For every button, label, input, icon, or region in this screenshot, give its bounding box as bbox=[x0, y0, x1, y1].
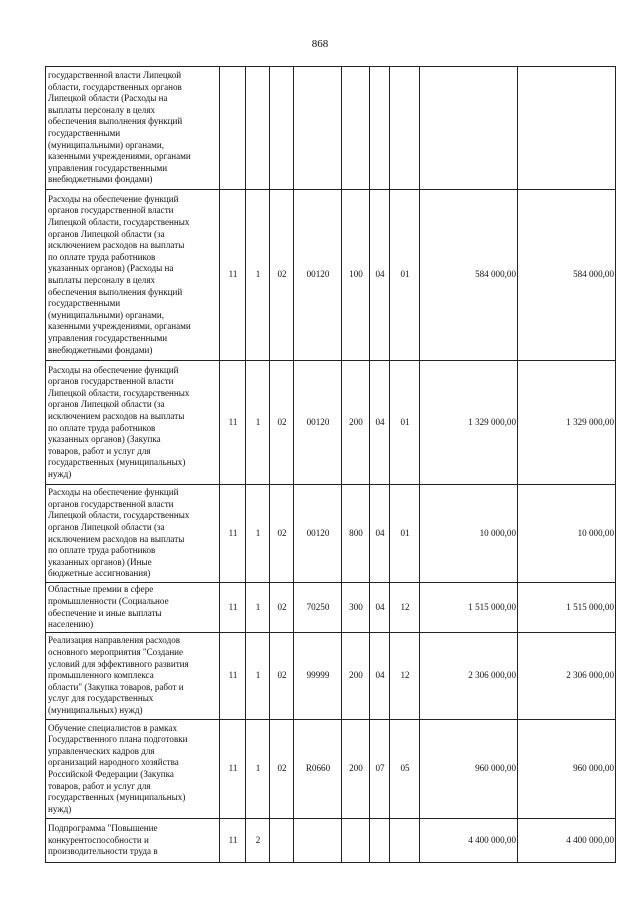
amount-cell: 1 515 000,00 bbox=[420, 583, 518, 633]
expense-name-line: исключением расходов на выплаты bbox=[48, 533, 185, 544]
amount-cell: 1 329 000,00 bbox=[420, 361, 518, 485]
expense-name-line: по оплате труда работников bbox=[48, 251, 156, 262]
expense-name-cell bbox=[46, 361, 220, 485]
expense-name-line: внебюджетными фондами) bbox=[48, 174, 153, 185]
amount-cell bbox=[420, 67, 518, 190]
main-activity-cell bbox=[270, 819, 294, 863]
section-cell: 04 bbox=[370, 190, 390, 361]
subprogram-cell: 1 bbox=[246, 361, 270, 485]
expense-name-line: по оплате труда работников bbox=[48, 422, 156, 433]
expense-name-line: Реализация направления расходов bbox=[48, 635, 181, 646]
subsection-cell: 12 bbox=[390, 633, 420, 720]
main-activity-cell: 02 bbox=[270, 485, 294, 583]
expense-type-cell: 200 bbox=[342, 633, 370, 720]
page-number: 868 bbox=[311, 38, 329, 50]
expense-name-cell bbox=[46, 720, 220, 819]
expense-name-line: Липецкой области (Расходы на bbox=[48, 93, 168, 104]
expense-name-cell bbox=[46, 190, 220, 361]
amount-cell-2 bbox=[518, 67, 616, 190]
expense-type-cell: 200 bbox=[342, 361, 370, 485]
amount-cell-2: 960 000,00 bbox=[518, 720, 616, 819]
expense-name-line: указанных органов) (Закупка bbox=[48, 434, 161, 445]
expense-name-line: управления государственными bbox=[48, 332, 168, 343]
subsection-cell bbox=[390, 67, 420, 190]
expense-name-line: внебюджетными фондами) bbox=[48, 344, 153, 355]
expense-name-line: исключением расходов на выплаты bbox=[48, 410, 185, 421]
amount-cell-2: 2 306 000,00 bbox=[518, 633, 616, 720]
main-activity-cell: 02 bbox=[270, 583, 294, 633]
section-cell: 04 bbox=[370, 633, 390, 720]
expense-name-line: организаций народного хозяйства bbox=[48, 757, 179, 768]
expense-name-line: области, государственных органов bbox=[48, 81, 182, 92]
expense-name-line: Расходы на обеспечение функций bbox=[48, 193, 179, 204]
gr-cell: 11 bbox=[220, 583, 246, 633]
direction-code-cell bbox=[294, 819, 342, 863]
expense-name-line: органов государственной власти bbox=[48, 376, 174, 387]
expense-name-line: управленческих кадров для bbox=[48, 745, 155, 756]
expense-name-line: по оплате труда работников bbox=[48, 545, 156, 556]
expense-type-cell bbox=[342, 819, 370, 863]
expense-name-line: услуг для государственных bbox=[48, 693, 154, 704]
table-row bbox=[46, 361, 616, 485]
amount-cell: 4 400 000,00 bbox=[420, 819, 518, 863]
gr-cell: 11 bbox=[220, 633, 246, 720]
expense-name-line: области" (Закупка товаров, работ и bbox=[48, 681, 184, 692]
expense-name-line: указанных органов) (Расходы на bbox=[48, 263, 174, 274]
subprogram-cell: 1 bbox=[246, 485, 270, 583]
expense-name-line: Государственного плана подготовки bbox=[48, 734, 188, 745]
expense-name-line: условий для эффективного развития bbox=[48, 658, 189, 669]
expense-type-cell: 100 bbox=[342, 190, 370, 361]
expense-name-line: выплаты персоналу в целях bbox=[48, 104, 156, 115]
direction-code-cell bbox=[294, 67, 342, 190]
expense-name-line: Расходы на обеспечение функций bbox=[48, 364, 179, 375]
table-row bbox=[46, 633, 616, 720]
table-row bbox=[46, 819, 616, 863]
subsection-cell: 01 bbox=[390, 361, 420, 485]
expense-name-line: государственной власти Липецкой bbox=[48, 70, 182, 81]
expense-name-line: указанных органов) (Иные bbox=[48, 556, 152, 567]
expense-name-line: государственными bbox=[48, 128, 121, 138]
amount-cell: 584 000,00 bbox=[420, 190, 518, 361]
direction-code-cell: 99999 bbox=[294, 633, 342, 720]
amount-cell-2: 10 000,00 bbox=[518, 485, 616, 583]
table-row bbox=[46, 485, 616, 583]
amount-cell-2: 1 515 000,00 bbox=[518, 583, 616, 633]
direction-code-cell: 00120 bbox=[294, 485, 342, 583]
subsection-cell: 01 bbox=[390, 485, 420, 583]
expense-name-line: промышленного комплекса bbox=[48, 670, 154, 681]
subprogram-cell: 1 bbox=[246, 633, 270, 720]
section-cell: 07 bbox=[370, 720, 390, 819]
expense-name-line: органов государственной власти bbox=[48, 498, 174, 509]
expense-name-line: Липецкой области, государственных bbox=[48, 510, 190, 521]
main-activity-cell: 02 bbox=[270, 190, 294, 361]
expense-name-line: бюджетные ассигнования) bbox=[48, 568, 151, 579]
section-cell bbox=[370, 67, 390, 190]
amount-cell-2: 584 000,00 bbox=[518, 190, 616, 361]
expense-name-cell bbox=[46, 485, 220, 583]
expense-name-line: Обучение специалистов в рамках bbox=[48, 722, 178, 733]
expense-name-cell bbox=[46, 633, 220, 720]
section-cell: 04 bbox=[370, 485, 390, 583]
expense-type-cell bbox=[342, 67, 370, 190]
expense-name-line: производительности труда в bbox=[48, 846, 158, 857]
direction-code-cell: R0660 bbox=[294, 720, 342, 819]
direction-code-cell: 00120 bbox=[294, 361, 342, 485]
table-row bbox=[46, 190, 616, 361]
amount-cell-2: 1 329 000,00 bbox=[518, 361, 616, 485]
section-cell bbox=[370, 819, 390, 863]
expense-name-line: основного мероприятия "Создание bbox=[48, 647, 184, 658]
expense-type-cell: 200 bbox=[342, 720, 370, 819]
expense-name-line: промышленности (Социальное bbox=[48, 595, 169, 606]
amount-cell: 960 000,00 bbox=[420, 720, 518, 819]
expense-name-line: нужд) bbox=[48, 468, 72, 479]
expense-name-line: Подпрограмма "Повышение bbox=[48, 823, 158, 834]
expense-name-line: выплаты персоналу в целях bbox=[48, 275, 156, 285]
subsection-cell: 12 bbox=[390, 583, 420, 633]
expense-name-cell bbox=[46, 583, 220, 633]
expense-name-cell bbox=[46, 67, 220, 190]
subprogram-cell: 1 bbox=[246, 720, 270, 819]
expense-name-line: Липецкой области, государственных bbox=[48, 217, 190, 228]
expense-name-line: обеспечение и иные выплаты bbox=[48, 607, 162, 618]
expense-name-line: нужд) bbox=[48, 803, 72, 814]
expense-name-line: товаров, работ и услуг для bbox=[48, 780, 151, 791]
expense-name-line: органов Липецкой области (за bbox=[48, 228, 165, 239]
main-activity-cell: 02 bbox=[270, 633, 294, 720]
expense-name-line: обеспечения выполнения функций bbox=[48, 116, 183, 127]
gr-cell: 11 bbox=[220, 485, 246, 583]
main-activity-cell bbox=[270, 67, 294, 190]
amount-cell: 10 000,00 bbox=[420, 485, 518, 583]
subprogram-cell: 2 bbox=[246, 819, 270, 863]
expense-name-line: обеспечения выполнения функций bbox=[48, 286, 183, 297]
table-row bbox=[46, 720, 616, 819]
expense-name-line: Областные премии в сфере bbox=[48, 584, 154, 595]
subprogram-cell bbox=[246, 67, 270, 190]
direction-code-cell: 70250 bbox=[294, 583, 342, 633]
main-activity-cell: 02 bbox=[270, 361, 294, 485]
table-row bbox=[46, 583, 616, 633]
expense-name-line: (муниципальных) нужд) bbox=[48, 704, 143, 715]
budget-table bbox=[45, 66, 616, 863]
expense-name-line: населению) bbox=[48, 619, 94, 630]
subsection-cell: 01 bbox=[390, 190, 420, 361]
gr-cell bbox=[220, 67, 246, 190]
expense-type-cell: 300 bbox=[342, 583, 370, 633]
gr-cell: 11 bbox=[220, 720, 246, 819]
subsection-cell: 05 bbox=[390, 720, 420, 819]
expense-name-line: Расходы на обеспечение функций bbox=[48, 487, 179, 498]
expense-name-line: конкурентоспособности и bbox=[48, 834, 149, 845]
amount-cell: 2 306 000,00 bbox=[420, 633, 518, 720]
section-cell: 04 bbox=[370, 583, 390, 633]
expense-name-line: казенными учреждениями, органами bbox=[48, 151, 191, 162]
gr-cell: 11 bbox=[220, 190, 246, 361]
expense-name-line: управления государственными bbox=[48, 162, 168, 173]
expense-type-cell: 800 bbox=[342, 485, 370, 583]
expense-name-line: исключением расходов на выплаты bbox=[48, 240, 185, 251]
expense-name-line: органов Липецкой области (за bbox=[48, 399, 165, 410]
expense-name-line: товаров, работ и услуг для bbox=[48, 445, 151, 456]
expense-name-line: Российской Федерации (Закупка bbox=[48, 769, 174, 779]
subprogram-cell: 1 bbox=[246, 190, 270, 361]
expense-name-line: (муниципальными) органами, bbox=[48, 139, 165, 150]
amount-cell-2: 4 400 000,00 bbox=[518, 819, 616, 863]
expense-name-line: органов Липецкой области (за bbox=[48, 521, 165, 532]
direction-code-cell: 00120 bbox=[294, 190, 342, 361]
expense-name-line: Липецкой области, государственных bbox=[48, 387, 190, 398]
expense-name-line: государственных (муниципальных) bbox=[48, 792, 186, 803]
subsection-cell bbox=[390, 819, 420, 863]
gr-cell: 11 bbox=[220, 361, 246, 485]
expense-name-line: (муниципальными) органами, bbox=[48, 309, 165, 320]
expense-name-line: государственными bbox=[48, 298, 121, 309]
table-row bbox=[46, 67, 616, 190]
expense-name-line: казенными учреждениями, органами bbox=[48, 321, 191, 332]
main-activity-cell: 02 bbox=[270, 720, 294, 819]
section-cell: 04 bbox=[370, 361, 390, 485]
expense-name-cell bbox=[46, 819, 220, 863]
gr-cell: 11 bbox=[220, 819, 246, 863]
expense-name-line: органов государственной власти bbox=[48, 205, 174, 216]
expense-name-line: государственных (муниципальных) bbox=[48, 457, 186, 468]
subprogram-cell: 1 bbox=[246, 583, 270, 633]
